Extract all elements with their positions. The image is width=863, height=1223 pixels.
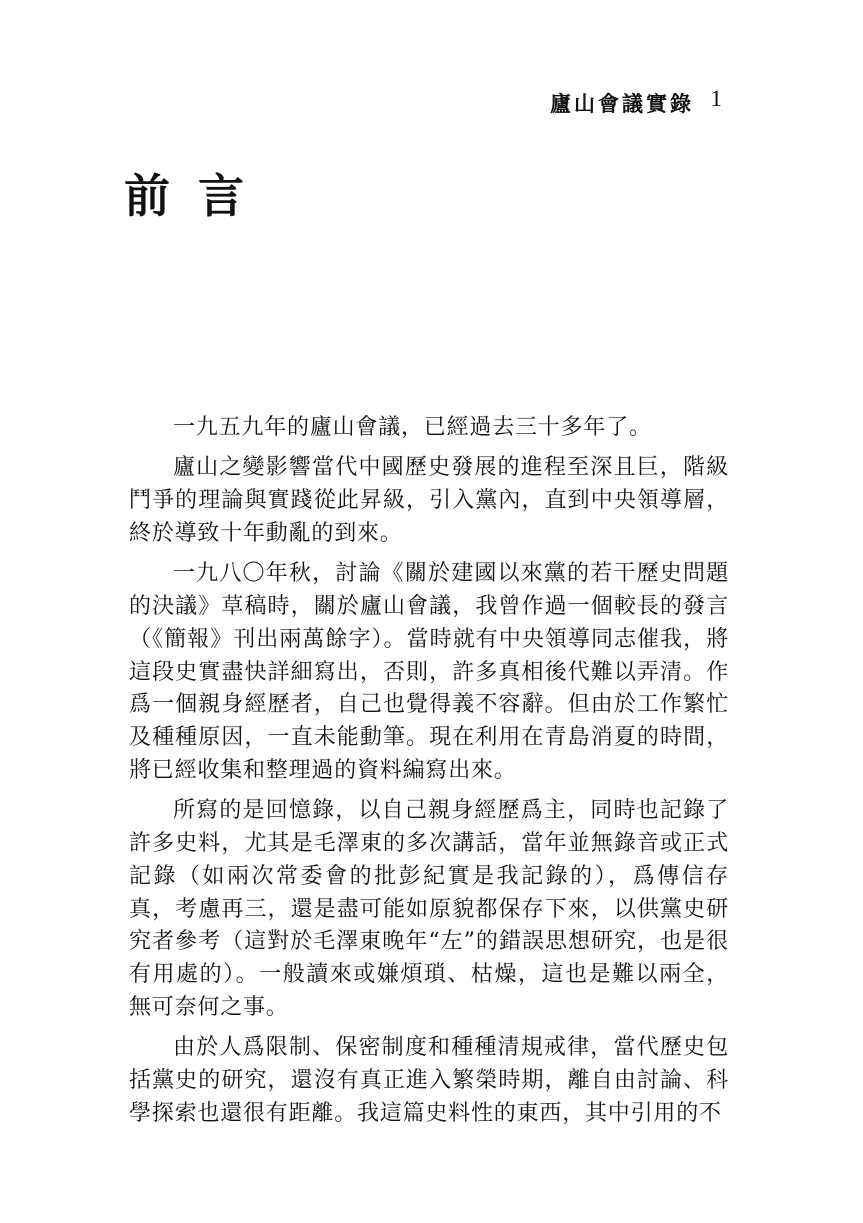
running-header: [520, 88, 730, 118]
paragraph-4: 所寫的是回憶錄，以自己親身經歷爲主，同時也記錄了許多史料，尤其是毛澤東的多次講話，當年並無錄音或正式記錄（如兩次常委會的批彭紀實是我記錄的），爲傳信存真，考慮再三，還是盡可能如原貌都保存下來，以供黨史研究者參考（這對於毛澤東晚年“左”的錯誤思想研究，也是很有用處的）。一般讀來或嫌煩瑣、枯燥，這也是難以兩全，無可奈何之事。: [129, 798, 729, 1021]
body-text: [129, 412, 729, 1138]
chapter-title: 前言: [124, 169, 272, 223]
paragraph-1: 一九五九年的廬山會議，已經過去三十多年了。: [173, 415, 652, 440]
paragraph-3: 一九八〇年秋，討論《關於建國以來黨的若干歷史問題的決議》草稿時，關於廬山會議，我曾作過一個較長的發言（《簡報》刊出兩萬餘字）。當時就有中央領導同志催我，將這段史實盡快詳細寫出，否則，許多真相後代難以弄清。作爲一個親身經歷者，自己也覺得義不容辭。但由於工作繁忙及種種原因，一直未能動筆。現在利用在青島消夏的時間，將已經收集和整理過的資料編寫出來。: [129, 561, 729, 783]
paragraph-2: 廬山之變影響當代中國歷史發展的進程至深且巨，階級鬥爭的理論與實踐從此昇級，引入黨內，直到中央領導層，終於導致十年動亂的到來。: [129, 455, 729, 546]
running-title: 廬山會議實錄: [550, 91, 694, 116]
paragraph-5: 由於人爲限制、保密制度和種種清規戒律，當代歷史包括黨史的研究，還沒有真正進入繁榮時期，離自由討論、科學探索也還很有距離。我這篇史料性的東西，其中引用的不: [129, 1035, 729, 1126]
page-number: 1: [710, 86, 722, 111]
